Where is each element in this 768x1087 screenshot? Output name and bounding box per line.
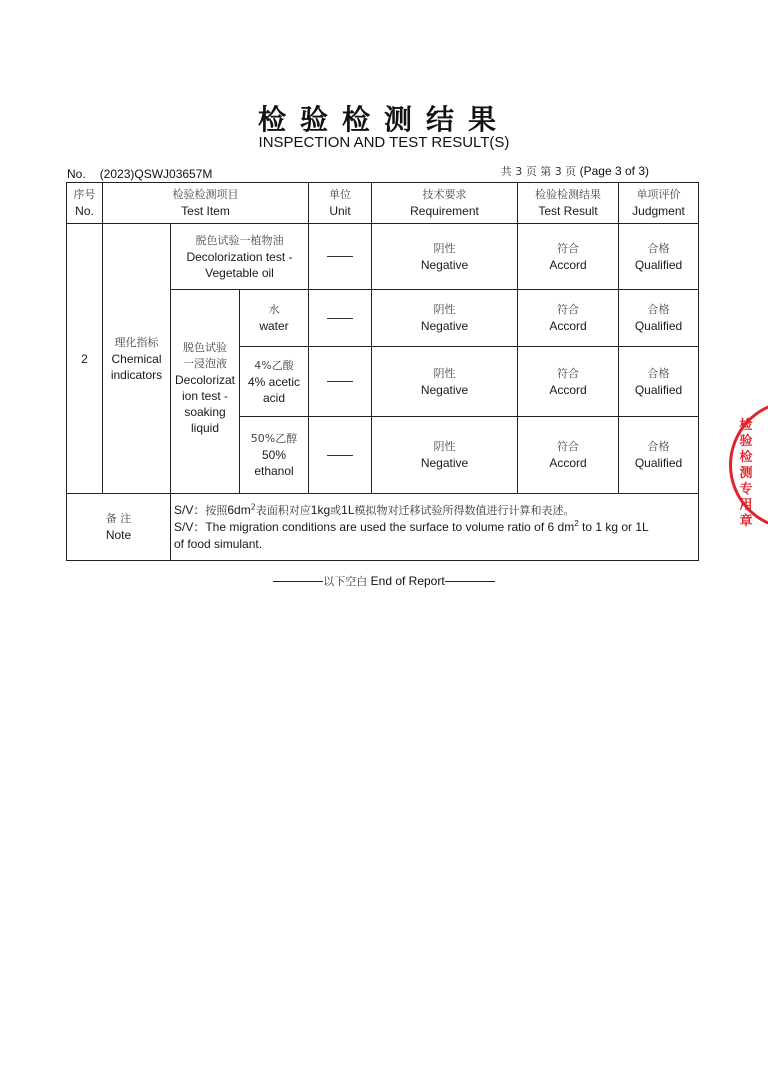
unit-cell [308, 346, 372, 417]
divider-left [273, 581, 323, 582]
unit-cell [308, 416, 372, 494]
requirement-en: Negative [420, 319, 469, 333]
dash-placeholder [327, 381, 353, 382]
judgment-cn: 合格 [647, 241, 670, 255]
judgment-cn: 合格 [647, 440, 670, 453]
note-line-en [174, 519, 649, 536]
page-info-en: (Page 3 of 3) [579, 164, 649, 178]
seal-glyph: 验 [739, 434, 753, 449]
simulant-ethanol [239, 416, 309, 494]
col-header-no [66, 182, 103, 224]
result-cn: 符合 [557, 241, 579, 255]
col-header-judgment [618, 182, 699, 224]
page-info-cn: 共 3 页 第 3 页 [500, 165, 577, 178]
test-item-vegetable-oil [170, 223, 309, 290]
result-en: Accord [549, 257, 587, 272]
row-number-cell [66, 223, 103, 494]
simulant-en: water [259, 319, 289, 333]
judgment-cn: 合格 [647, 366, 670, 380]
col-header-requirement-en: Requirement [410, 204, 479, 218]
result-cell [517, 346, 619, 417]
note-cn-a: 按照 [205, 503, 228, 517]
note-cn-b: 6dm [227, 502, 251, 517]
category-en-2: indicators [110, 367, 163, 382]
note-cn-f: 1L [341, 502, 355, 517]
requirement-cell [371, 416, 518, 494]
judgment-cn: 合格 [647, 303, 670, 316]
test-item-cn: 脱色试验一植物油 [195, 233, 284, 247]
report-title-cn: 检验检测结果 [257, 103, 510, 136]
category-en-1: Chemical [111, 351, 162, 366]
simulant-acetic-acid [239, 346, 309, 417]
col-header-requirement-cn: 技术要求 [422, 188, 467, 201]
simulant-en-1: 50% [261, 448, 287, 462]
note-en-b: to 1 kg or 1L [578, 519, 649, 534]
result-cn: 符合 [557, 366, 579, 380]
requirement-en: Negative [420, 456, 469, 470]
seal-glyph: 测 [739, 466, 753, 481]
end-of-report-cn: 以下空白 [323, 575, 368, 588]
result-en: Accord [549, 382, 587, 397]
simulant-en-2: acid [262, 390, 285, 405]
judgment-en: Qualified [634, 319, 683, 333]
requirement-cell [371, 223, 518, 290]
col-header-test-item [102, 182, 309, 224]
result-en: Accord [549, 319, 587, 333]
requirement-cn: 阴性 [433, 241, 456, 255]
soaking-cn-2: 一浸泡液 [183, 357, 227, 370]
judgment-cell [618, 223, 699, 290]
col-header-unit-en: Unit [329, 204, 351, 218]
test-item-en-1: Decolorization test - [186, 249, 293, 264]
note-line-en-2: of food simulant. [174, 536, 263, 551]
col-header-test-item-cn: 检验检测项目 [172, 188, 239, 201]
col-header-test-result [517, 182, 619, 224]
soaking-en-3: soaking [184, 405, 226, 419]
document-number [67, 167, 212, 181]
official-seal-stamp [727, 400, 768, 535]
test-item-en-2: Vegetable oil [205, 265, 274, 280]
page-info [501, 163, 649, 179]
requirement-en: Negative [420, 257, 469, 272]
unit-cell [308, 223, 372, 290]
requirement-cn: 阴性 [433, 303, 456, 316]
note-cn-c: 表面积对应 [255, 503, 311, 517]
note-cn-sup: 2 [250, 501, 256, 511]
col-header-unit [308, 182, 372, 224]
note-en-a: S/V：The migration conditions are used the surface to volume ratio of 6 dm [174, 519, 575, 534]
simulant-water [239, 289, 309, 347]
result-cn: 符合 [557, 303, 579, 316]
col-header-no-en: No. [75, 204, 94, 218]
col-header-test-result-cn: 检验检测结果 [535, 188, 601, 201]
requirement-cell [371, 289, 518, 347]
note-cn-d: 1kg [310, 502, 331, 517]
simulant-en-2: ethanol [254, 464, 294, 478]
judgment-cell [618, 289, 699, 347]
seal-glyph: 检 [739, 450, 753, 465]
soaking-en-4: liquid [190, 421, 220, 435]
note-en-sup: 2 [574, 518, 579, 528]
simulant-cn: 水 [268, 303, 280, 316]
divider-right [445, 581, 495, 582]
seal-glyph: 章 [739, 514, 753, 529]
test-item-soaking-liquid [170, 289, 240, 494]
result-cn: 符合 [557, 440, 579, 453]
simulant-cn: 4%乙酸 [254, 358, 294, 372]
col-header-judgment-en: Judgment [632, 204, 685, 218]
judgment-cell [618, 416, 699, 494]
results-table [66, 182, 699, 561]
category-cn: 理化指标 [114, 335, 159, 349]
document-number-label: No. [67, 167, 86, 181]
dash-placeholder [327, 256, 353, 257]
result-cell [517, 416, 619, 494]
dash-placeholder [327, 318, 353, 319]
soaking-cn-1: 脱色试验 [183, 341, 227, 354]
col-header-test-item-en: Test Item [181, 204, 230, 218]
result-en: Accord [549, 456, 587, 470]
judgment-en: Qualified [634, 382, 683, 397]
simulant-en-1: 4% acetic [247, 374, 301, 389]
note-text-cell [170, 493, 699, 561]
note-label-en: Note [105, 528, 132, 542]
col-header-test-result-en: Test Result [538, 204, 598, 218]
requirement-en: Negative [420, 382, 469, 397]
dash-placeholder [327, 455, 353, 456]
soaking-en-2: ion test - [181, 389, 229, 403]
note-label-cn: 备 注 [105, 512, 132, 525]
note-cn-e: 或 [330, 503, 342, 517]
requirement-cell [371, 346, 518, 417]
category-cell [102, 223, 171, 494]
seal-text [735, 418, 757, 530]
row-number: 2 [81, 351, 88, 366]
note-line-cn [174, 502, 575, 519]
judgment-cell [618, 346, 699, 417]
col-header-judgment-cn: 单项评价 [636, 188, 681, 201]
result-cell [517, 223, 619, 290]
simulant-cn: 50%乙醇 [250, 432, 298, 445]
seal-glyph: 用 [739, 498, 753, 513]
note-cn-g: 模拟物对迁移试验所得数值进行计算和表述。 [354, 503, 575, 517]
end-of-report [0, 573, 768, 589]
col-header-requirement [371, 182, 518, 224]
judgment-en: Qualified [634, 456, 683, 470]
seal-glyph: 专 [739, 482, 753, 497]
requirement-cn: 阴性 [433, 440, 456, 453]
note-prefix: S/V： [174, 502, 206, 517]
requirement-cn: 阴性 [433, 366, 456, 380]
report-title-en: INSPECTION AND TEST RESULT(S) [258, 134, 510, 151]
unit-cell [308, 289, 372, 347]
document-number-value: (2023)QSWJ03657M [99, 167, 213, 181]
soaking-en-1: Decolorizat [174, 373, 236, 387]
note-label-cell [66, 493, 171, 561]
judgment-en: Qualified [634, 257, 683, 272]
col-header-unit-cn: 单位 [329, 188, 351, 201]
seal-glyph: 检 [739, 418, 753, 433]
end-of-report-en: End of Report [370, 574, 445, 588]
col-header-no-cn: 序号 [73, 188, 96, 201]
result-cell [517, 289, 619, 347]
